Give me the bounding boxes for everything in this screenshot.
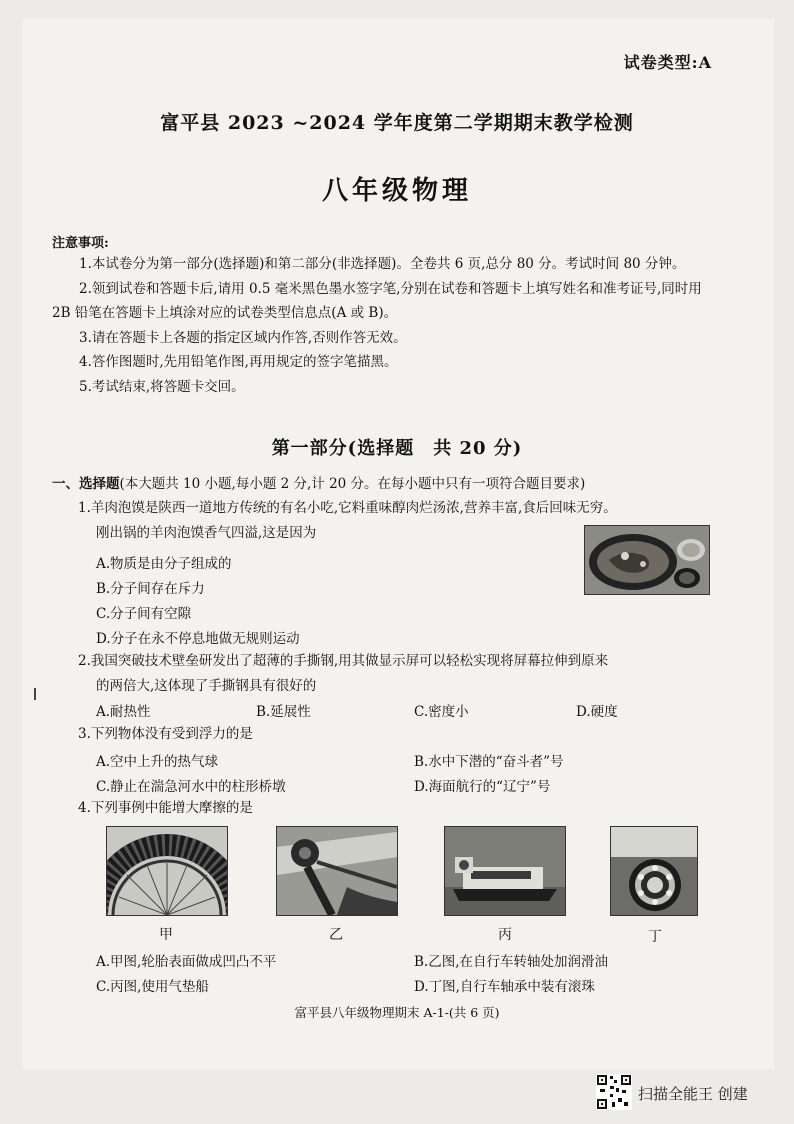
- question-1-option-a: A.物质是由分子组成的: [96, 556, 232, 572]
- question-1-option-b: B.分子间存在斥力: [96, 581, 205, 597]
- margin-mark: [34, 688, 36, 700]
- section-intro-lead: 一、选择题: [52, 476, 120, 492]
- notes-heading: 注意事项:: [52, 236, 109, 251]
- question-4-option-a: A.甲图,轮胎表面做成凹凸不平: [96, 954, 277, 970]
- question-1-option-c: C.分子间有空隙: [96, 606, 192, 622]
- paper-type: 试卷类型:A: [623, 53, 712, 72]
- section-title: 第一部分(选择题 共 20 分): [271, 438, 523, 459]
- scanner-watermark: 扫描全能王 创建: [638, 1085, 748, 1103]
- notes-list: [52, 252, 724, 399]
- note-item: 3.请在答题卡上各题的指定区域内作答,否则作答无效。: [79, 329, 407, 346]
- figure-caption-jia: 甲: [159, 927, 173, 943]
- page-footer: 富平县八年级物理期末 A-1-(共 6 页): [294, 1005, 500, 1020]
- question-2-option-c: C.密度小: [414, 704, 469, 720]
- question-1-stem-line2: 刚出锅的羊肉泡馍香气四溢,这是因为: [96, 525, 317, 541]
- note-item: 1.本试卷分为第一部分(选择题)和第二部分(非选择题)。全卷共 6 页,总分 80 分。考试时间 80 分钟。: [79, 256, 686, 272]
- question-3-option-b: B.水中下潜的“奋斗者”号: [414, 754, 564, 770]
- note-item: 4.答作图题时,先用铅笔作图,再用规定的签字笔描黑。: [79, 354, 398, 370]
- question-3-option-d: D.海面航行的“辽宁”号: [414, 779, 551, 795]
- question-1-option-d: D.分子在永不停息地做无规则运动: [96, 631, 300, 647]
- tire-photo: [106, 826, 228, 916]
- bicycle-axle-photo: [276, 826, 398, 916]
- question-4-option-d: D.丁图,自行车轴承中装有滚珠: [414, 979, 595, 995]
- hovercraft-photo: [444, 826, 566, 916]
- question-4-option-c: C.丙图,使用气垫船: [96, 979, 209, 995]
- section-intro: [52, 472, 742, 492]
- question-4-option-b: B.乙图,在自行车转轴处加润滑油: [414, 954, 609, 970]
- figure-caption-ding: 丁: [648, 929, 662, 945]
- ball-bearing-photo: [610, 826, 698, 916]
- question-2-option-a: A.耐热性: [96, 704, 151, 720]
- section-intro-text: (本大题共 10 小题,每小题 2 分,计 20 分。在每小题中只有一项符合题目要求): [119, 476, 586, 492]
- question-1-stem-line1: 1.羊肉泡馍是陕西一道地方传统的有名小吃,它料重味醇肉烂汤浓,营养丰富,食后回味无穷。: [78, 500, 617, 516]
- question-4-stem: 4.下列事例中能增大摩擦的是: [78, 800, 253, 816]
- figure-caption-bing: 丙: [498, 927, 512, 943]
- qr-code-icon: [596, 1074, 632, 1110]
- question-2-stem-line1: 2.我国突破技术壁垒研发出了超薄的手撕钢,用其做显示屏可以轻松实现将屏幕拉伸到原来: [78, 653, 609, 669]
- note-item: 5.考试结束,将答题卡交回。: [79, 378, 245, 395]
- question-2-stem-line2: 的两倍大,这体现了手撕钢具有很好的: [96, 678, 317, 694]
- question-3-stem: 3.下列物体没有受到浮力的是: [78, 726, 253, 742]
- question-2-option-d: D.硬度: [576, 704, 618, 720]
- figure-caption-yi: 乙: [329, 927, 343, 943]
- question-3-option-a: A.空中上升的热气球: [96, 754, 219, 770]
- question-3-option-c: C.静止在湍急河水中的柱形桥墩: [96, 779, 286, 795]
- mutton-soup-photo: [584, 525, 710, 595]
- exam-title: 富平县 2023 ~2024 学年度第二学期期末教学检测: [160, 112, 634, 134]
- subject-title: 八年级物理: [321, 176, 472, 206]
- note-item: 2.领到试卷和答题卡后,请用 0.5 毫米黑色墨水签字笔,分别在试卷和答题卡上填写姓名和准考证号,同时用 2B 铅笔在答题卡上填涂对应的试卷类型信息点(A 或 B)。: [52, 280, 702, 321]
- question-2-option-b: B.延展性: [256, 704, 311, 720]
